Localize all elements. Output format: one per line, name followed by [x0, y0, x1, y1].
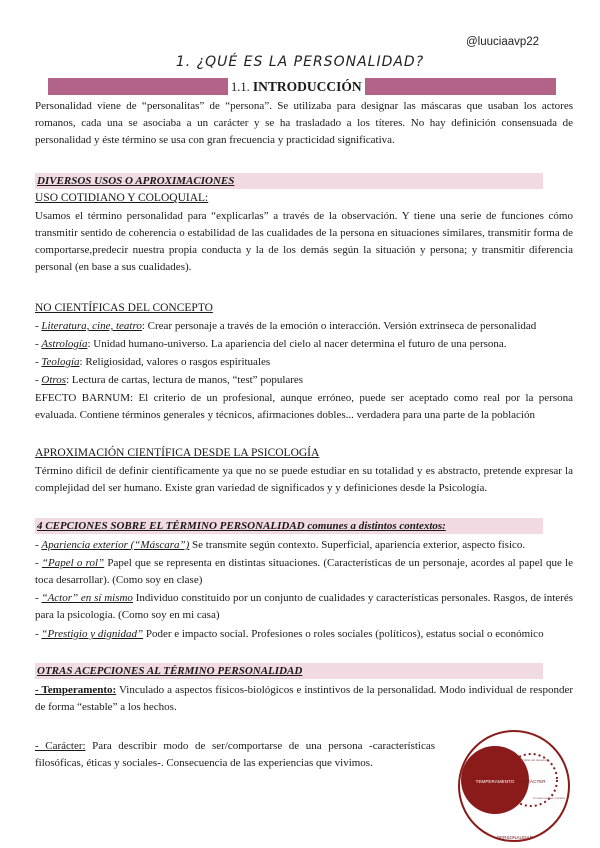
- intro-paragraph: Personalidad viene de “personalitas” de “persona”. Se utilizaba para designar las máscaras que usaban los actores romanos, cada una se asociaba a un carácter y se ha trasladado a los títeres. No hay definición consensuada de personalidad y éste término se usa con gran frecuencia y practicidad significativa.: [35, 100, 573, 146]
- otras-heading: OTRAS ACEPCIONES AL TÉRMINO PERSONALIDAD: [37, 665, 303, 677]
- barnum-paragraph: EFECTO BARNUM: El criterio de un profesional, aunque erróneo, puede ser aceptado como real por la persona evaluada. Contiene términos generales y técnicos, afirmaciones dobles... verdadera para una parte de la población: [35, 392, 573, 421]
- diagram-note-top: Ámbito del desarrollo: [520, 758, 550, 762]
- usos-heading: DIVERSOS USOS O APROXIMACIONES: [37, 175, 235, 187]
- cientifica-paragraph: Término difícil de definir científicamente ya que no se puede estudiar en su totalidad y es abstracto, pretende expresar la complejidad del ser humano. Existe gran variedad de significados y y definiciones desde la Psicología.: [35, 465, 573, 494]
- cientifica-subheading: APROXIMACIÓN CIENTÍFICA DESDE LA PSICOLOGÍA: [35, 447, 320, 459]
- list-item: - Otros: Lectura de cartas, lectura de manos, “test” populares: [35, 374, 304, 386]
- diagram-note-right: Consecuencias morales: [532, 796, 566, 800]
- page-title: 1. ¿QUÉ ES LA PERSONALIDAD?: [175, 54, 425, 70]
- list-item: - Literatura, cine, teatro: Crear personaje a través de la emoción o interacción. Versión extrínseca de personalidad: [35, 320, 537, 332]
- intro-title: INTRODUCCIÓN: [252, 79, 362, 94]
- diagram-bottom-label: PERSONALIDAD: [497, 835, 533, 840]
- cotidiano-paragraph: Usamos el término personalidad para “explicarlas” a través de la observación. Y tiene una serie de funciones cómo transmitir sentido de coherencia o estabilidad de las cualidades de la persona en situaciones similares, transmitir forma de comportarse,predecir nuestra propia conducta y la de los demás según la situación y persona; y transmitir diferencia personal (en base a sus cualidades).: [35, 210, 573, 273]
- diagram-left-label: TEMPERAMENTO: [475, 779, 515, 784]
- list-item: - “Actor” en sí mismo Individuo constituido por un conjunto de cualidades y características personales. Rasgos, de interés para la psicología. (Como soy en mi casa): [35, 592, 573, 621]
- intro-heading: [228, 78, 365, 95]
- list-item: - “Prestigio y dignidad” Poder e impacto social. Profesiones o roles sociales (políticos), estatus social o económico: [35, 628, 544, 640]
- author-handle: @luuciaavp22: [466, 36, 540, 48]
- list-item: - Astrología: Unidad humano-universo. La apariencia del cielo al nacer determina el futuro de una persona.: [35, 338, 507, 350]
- cepciones-heading: 4 CEPCIONES SOBRE EL TÉRMINO PERSONALIDAD comunes a distintos contextos:: [37, 520, 446, 532]
- cotidiano-subheading: USO COTIDIANO Y COLOQUIAL:: [35, 192, 209, 204]
- no-cientificas-subheading: NO CIENTÍFICAS DEL CONCEPTO: [35, 302, 213, 314]
- diagram-right-label: CARÁCTER: [520, 779, 546, 784]
- list-item: - Apariencia exterior (“Máscara”) Se transmite según contexto. Superficial, apariencia exterior, aspecto físico.: [35, 539, 526, 551]
- list-item: - “Papel o rol” Papel que se representa en distintas situaciones. (Características de un personaje, acordes al papel que le toca desarrollar). (Como soy en clase): [35, 557, 573, 586]
- caracter-paragraph: - Carácter: Para describir modo de ser/comportarse de una persona -características filosóficas, éticas y sociales-. Consecuencia de las experiencias que vivimos.: [35, 740, 435, 769]
- list-item: - Teología: Religiosidad, valores o rasgos espirituales: [35, 356, 271, 368]
- personality-diagram: [449, 727, 579, 845]
- temperamento-paragraph: - Temperamento: Vinculado a aspectos físicos-biológicos e instintivos de la personalidad. Modo individual de responder de forma “estable” a los hechos.: [35, 684, 573, 713]
- intro-number: 1.1.: [231, 80, 250, 94]
